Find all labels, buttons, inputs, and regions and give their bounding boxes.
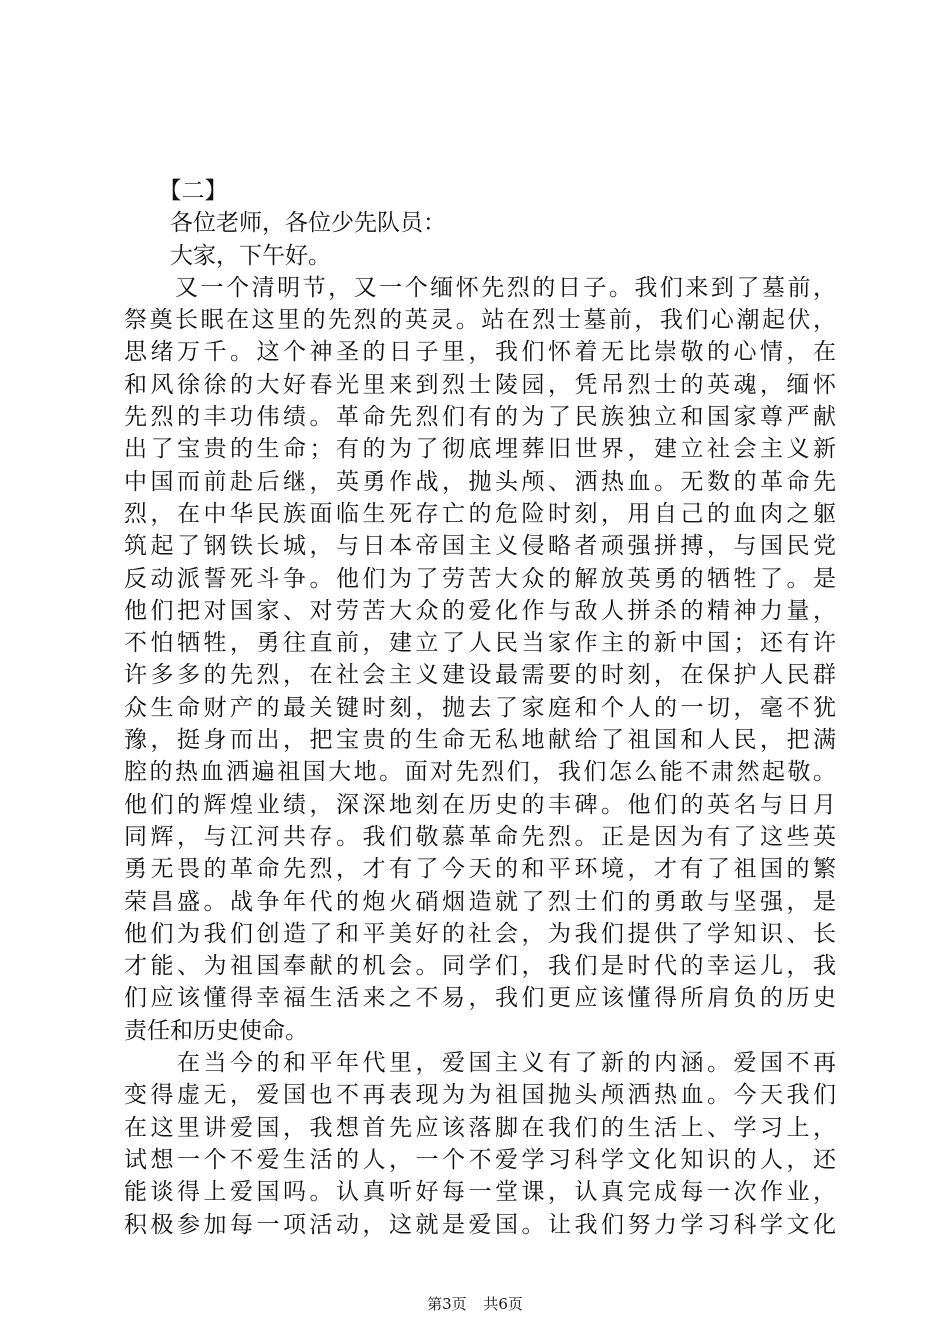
text-line: 出了宝贵的生命；有的为了彻底埋葬旧世界，建立社会主义新 [124,436,836,463]
page-footer [0,1294,950,1314]
text-line: 筑起了钢铁长城，与日本帝国主义侵略者顽强拼搏，与国民党 [124,533,836,560]
text-line: 责任和历史使命。 [124,1017,308,1044]
text-line: 祭奠长眠在这里的先烈的英灵。站在烈士墓前，我们心潮起伏， [124,307,836,334]
text-line: 众生命财产的最关键时刻，抛去了家庭和个人的一切，毫不犹 [124,694,836,721]
text-line: 能谈得上爱国吗。认真听好每一堂课，认真完成每一次作业， [124,1179,836,1206]
text-line: 们应该懂得幸福生活来之不易，我们更应该懂得所肩负的历史 [124,985,836,1012]
text-line: 勇无畏的革命先烈，才有了今天的和平环境，才有了祖国的繁 [124,856,836,883]
text-line: 同辉，与江河共存。我们敬慕革命先烈。正是因为有了这些英 [124,823,836,850]
text-line: 荣昌盛。战争年代的炮火硝烟造就了烈士们的勇敢与坚强，是 [124,888,836,915]
text-line: 又一个清明节，又一个缅怀先烈的日子。我们来到了墓前， [124,274,836,301]
text-line: 中国而前赴后继，英勇作战，抛头颅、洒热血。无数的革命先 [124,468,836,495]
text-line: 【二】 [124,178,228,204]
text-line: 腔的热血洒遍祖国大地。面对先烈们，我们怎么能不肃然起敬。 [124,759,836,786]
page-total: 共6页 [483,1295,523,1313]
text-line: 试想一个不爱生活的人，一个不爱学习科学文化知识的人，还 [124,1146,836,1173]
text-line: 他们为我们创造了和平美好的社会，为我们提供了学知识、长 [124,920,836,947]
text-line: 大家，下午好。 [124,242,331,269]
text-line: 变得虚无，爱国也不再表现为为祖国抛头颅洒热血。今天我们 [124,1082,836,1109]
text-line: 各位老师，各位少先队员： [124,210,446,237]
text-line: 不怕牺牲，勇往直前，建立了人民当家作主的新中国；还有许 [124,630,836,657]
speech-body [124,175,836,1241]
text-line: 和风徐徐的大好春光里来到烈士陵园，凭吊烈士的英魂，缅怀 [124,371,836,398]
text-line: 豫，挺身而出，把宝贵的生命无私地献给了祖国和人民，把满 [124,727,836,754]
page-number: 第3页 [427,1295,467,1313]
text-line: 先烈的丰功伟绩。革命先烈们有的为了民族独立和国家尊严献 [124,404,836,431]
text-line: 在当今的和平年代里，爱国主义有了新的内涵。爱国不再 [124,1050,836,1077]
text-line: 反动派誓死斗争。他们为了劳苦大众的解放英勇的牺牲了。是 [124,565,836,592]
text-line: 思绪万千。这个神圣的日子里，我们怀着无比崇敬的心情，在 [124,339,836,366]
text-line: 才能、为祖国奉献的机会。同学们，我们是时代的幸运儿，我 [124,953,836,980]
text-line: 烈，在中华民族面临生死存亡的危险时刻，用自己的血肉之躯 [124,500,836,527]
text-line: 他们把对国家、对劳苦大众的爱化作与敌人拼杀的精神力量， [124,597,836,624]
text-line: 许多多的先烈，在社会主义建设最需要的时刻，在保护人民群 [124,662,836,689]
text-line: 在这里讲爱国，我想首先应该落脚在我们的生活上、学习上， [124,1114,836,1141]
text-line: 积极参加每一项活动，这就是爱国。让我们努力学习科学文化 [124,1211,836,1238]
text-line: 他们的辉煌业绩，深深地刻在历史的丰碑。他们的英名与日月 [124,791,836,818]
